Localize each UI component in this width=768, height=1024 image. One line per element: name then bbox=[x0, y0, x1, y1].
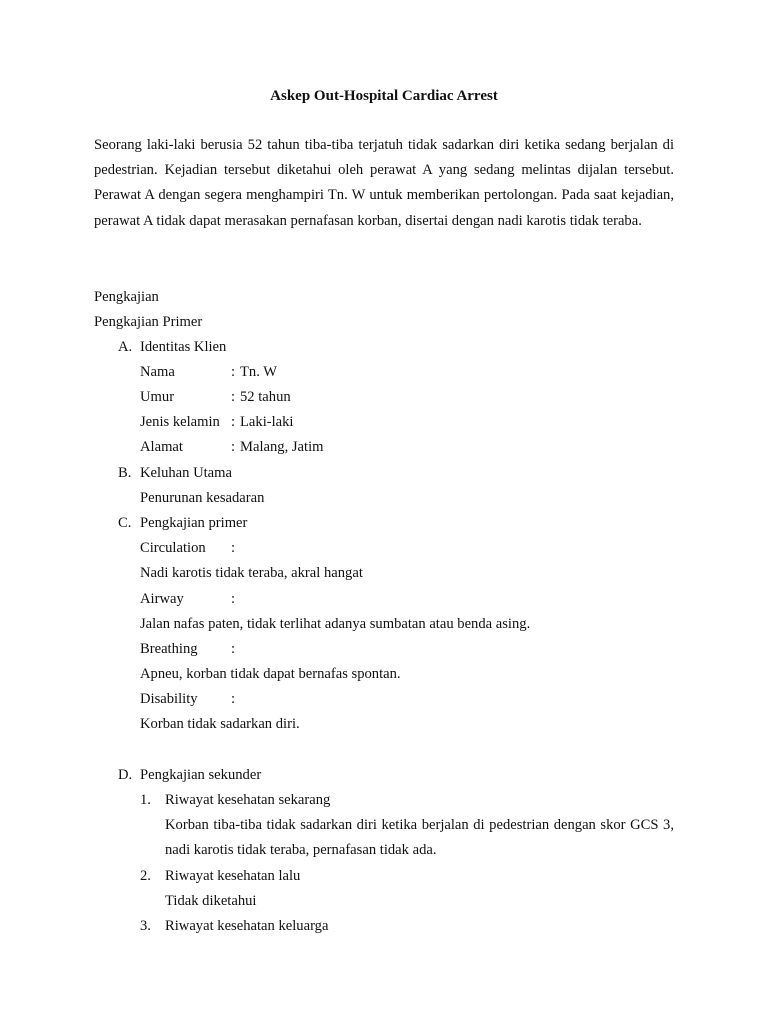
riwayat-sekarang-text: Korban tiba-tiba tidak sadarkan diri ketika berjalan di pedestrian dengan skor GCS 3, nadi karotis tidak teraba, pernafasan tidak ada. bbox=[165, 817, 674, 859]
airway-label: Airway bbox=[140, 591, 184, 607]
riwayat-lalu-text: Tidak diketahui bbox=[165, 893, 257, 909]
field-label: Umur bbox=[140, 389, 175, 405]
airway-colon: : bbox=[231, 591, 236, 607]
airway-text: Jalan nafas paten, tidak terlihat adanya sumbatan atau benda asing. bbox=[140, 616, 531, 632]
field-colon: : bbox=[231, 389, 236, 405]
document-title: Askep Out-Hospital Cardiac Arrest bbox=[270, 88, 498, 104]
circulation-label: Circulation bbox=[140, 540, 206, 556]
field-colon: : bbox=[231, 439, 236, 455]
section-b-title: Keluhan Utama bbox=[140, 465, 232, 481]
section-d-title: Pengkajian sekunder bbox=[140, 767, 262, 783]
field-colon: : bbox=[231, 364, 236, 380]
disability-label: Disability bbox=[140, 691, 198, 707]
intro-paragraph: Seorang laki-laki berusia 52 tahun tiba-tiba terjatuh tidak sadarkan diri ketika sedang berjalan di pedestrian. Kejadian tersebut diketahui oleh perawat A yang sedang melintas dijalan tersebut. Perawat A dengan segera menghampiri Tn. W untuk memberikan pertolongan. Pada saat kejadian, perawat A tidak dapat merasakan pernafasan korban, disertai dengan nadi karotis tidak teraba. bbox=[94, 137, 674, 229]
riwayat-lalu-title: Riwayat kesehatan lalu bbox=[165, 868, 301, 884]
circulation-colon: : bbox=[231, 540, 236, 556]
item-number: 2. bbox=[140, 868, 151, 884]
disability-colon: : bbox=[231, 691, 236, 707]
section-c-title: Pengkajian primer bbox=[140, 515, 248, 531]
item-number: 1. bbox=[140, 792, 151, 808]
section-a-title: Identitas Klien bbox=[140, 339, 227, 355]
field-value: Malang, Jatim bbox=[240, 439, 324, 455]
heading-pengkajian-primer: Pengkajian Primer bbox=[94, 314, 203, 330]
field-label: Alamat bbox=[140, 439, 183, 455]
field-value: Laki-laki bbox=[240, 414, 294, 430]
circulation-text: Nadi karotis tidak teraba, akral hangat bbox=[140, 565, 363, 581]
riwayat-keluarga-title: Riwayat kesehatan keluarga bbox=[165, 918, 329, 934]
section-a-marker: A. bbox=[118, 339, 133, 355]
section-c-marker: C. bbox=[118, 515, 132, 531]
riwayat-sekarang-title: Riwayat kesehatan sekarang bbox=[165, 792, 331, 808]
disability-text: Korban tidak sadarkan diri. bbox=[140, 716, 300, 732]
field-value: 52 tahun bbox=[240, 389, 291, 405]
section-b-text: Penurunan kesadaran bbox=[140, 490, 265, 506]
item-number: 3. bbox=[140, 918, 151, 934]
section-d-marker: D. bbox=[118, 767, 133, 783]
breathing-colon: : bbox=[231, 641, 236, 657]
field-value: Tn. W bbox=[240, 364, 278, 380]
field-label: Nama bbox=[140, 364, 175, 380]
field-colon: : bbox=[231, 414, 236, 430]
breathing-text: Apneu, korban tidak dapat bernafas spontan. bbox=[140, 666, 401, 682]
heading-pengkajian: Pengkajian bbox=[94, 289, 159, 305]
field-label: Jenis kelamin bbox=[140, 414, 220, 430]
section-b-marker: B. bbox=[118, 465, 132, 481]
breathing-label: Breathing bbox=[140, 641, 198, 657]
